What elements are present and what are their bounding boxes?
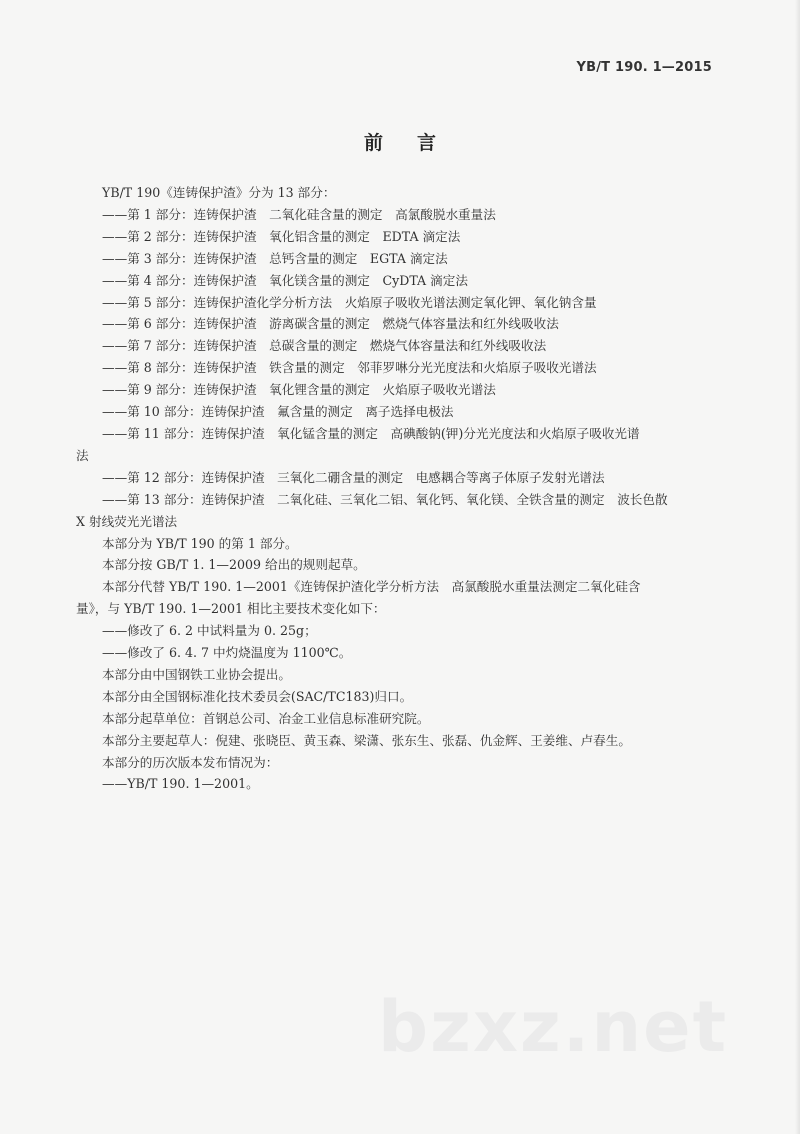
text-line: 本部分为 YB/T 190 的第 1 部分。: [102, 535, 298, 551]
text-line: 本部分主要起草人：倪建、张晓臣、黄玉森、梁潇、张东生、张磊、仇金辉、王姜维、卢春生。: [102, 732, 631, 748]
text-line: ——第 2 部分：连铸保护渣 氧化铝含量的测定 EDTA 滴定法: [102, 228, 461, 244]
text-line: ——第 9 部分：连铸保护渣 氧化锂含量的测定 火焰原子吸收光谱法: [102, 382, 496, 398]
text-line: ——修改了 6. 2 中试料量为 0. 25g；: [102, 623, 317, 639]
text-line: 本部分的历次版本发布情况为：: [102, 754, 279, 770]
text-line: 量》，与 YB/T 190. 1—2001 相比主要技术变化如下：: [76, 601, 386, 617]
text-line: 本部分由中国钢铁工业协会提出。: [102, 666, 291, 682]
text-line: 本部分代替 YB/T 190. 1—2001《连铸保护渣化学分析方法 高氯酸脱水重量法测定二氧化硅含: [102, 579, 641, 595]
text-line: 本部分由全国钢标准化技术委员会(SAC/TC183)归口。: [102, 688, 413, 704]
text-line: YB/T 190《连铸保护渣》分为 13 部分：: [102, 185, 336, 200]
text-line: ——第 3 部分：连铸保护渣 总钙含量的测定 EGTA 滴定法: [102, 250, 448, 266]
text-line: ——第 4 部分：连铸保护渣 氧化镁含量的测定 CyDTA 滴定法: [102, 272, 468, 288]
standard-code: YB/T 190. 1—2015: [576, 60, 712, 75]
page-edge-shadow: [795, 0, 800, 1134]
text-line: ——第 7 部分：连铸保护渣 总碳含量的测定 燃烧气体容量法和红外线吸收法: [102, 338, 547, 354]
text-line: ——第 12 部分：连铸保护渣 三氧化二硼含量的测定 电感耦合等离子体原子发射光谱法: [102, 469, 605, 485]
text-line: 法: [76, 447, 89, 463]
text-line: ——第 6 部分：连铸保护渣 游离碳含量的测定 燃烧气体容量法和红外线吸收法: [102, 316, 559, 332]
text-line: ——第 1 部分：连铸保护渣 二氧化硅含量的测定 高氯酸脱水重量法: [102, 206, 496, 222]
foreword-body: [76, 182, 730, 795]
text-line: ——第 8 部分：连铸保护渣 铁含量的测定 邻菲罗啉分光光度法和火焰原子吸收光谱法: [102, 360, 597, 376]
text-line: ——第 5 部分：连铸保护渣化学分析方法 火焰原子吸收光谱法测定氧化钾、氧化钠含量: [102, 294, 597, 310]
text-line: ——第 10 部分：连铸保护渣 氟含量的测定 离子选择电极法: [102, 404, 454, 420]
text-line: 本部分起草单位：首钢总公司、冶金工业信息标准研究院。: [102, 710, 430, 726]
text-line: ——第 13 部分：连铸保护渣 二氧化硅、三氧化二铝、氧化钙、氧化镁、全铁含量的测定 波长色散: [102, 491, 668, 507]
page-title: 前言: [363, 132, 470, 154]
text-line: ——YB/T 190. 1—2001。: [102, 776, 259, 792]
watermark: bzxz.net: [378, 986, 729, 1068]
text-line: ——修改了 6. 4. 7 中灼烧温度为 1100℃。: [102, 645, 352, 661]
text-line: 本部分按 GB/T 1. 1—2009 给出的规则起草。: [102, 557, 366, 573]
text-line: X 射线荧光光谱法: [76, 513, 178, 529]
text-line: ——第 11 部分：连铸保护渣 氧化锰含量的测定 高碘酸钠(钾)分光光度法和火焰原子吸收光谱: [102, 425, 640, 441]
